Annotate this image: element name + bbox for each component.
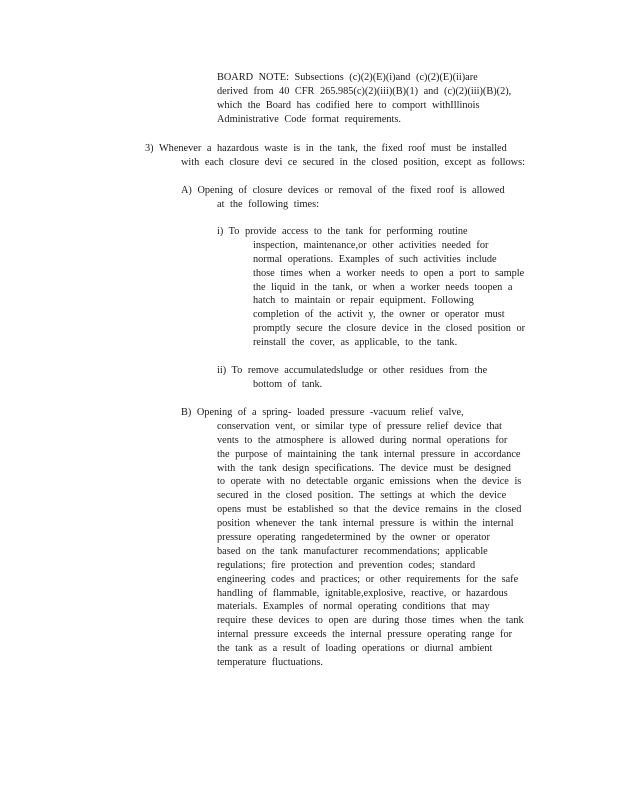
item-b-line: based on the tank manufacturer recommendations; applicable (217, 545, 488, 557)
item-b-line: B) Opening of a spring- loaded pressure -vacuum relief valve, (181, 407, 464, 418)
item-b-line: pressure operating rangedetermined by the owner or operator (217, 532, 490, 544)
item-ii-line: bottom of tank. (253, 378, 323, 390)
item-i-line: normal operations. Examples of such activities include (253, 253, 497, 265)
item-i-line: hatch to maintain or repair equipment. Following (253, 295, 474, 307)
board-note-line: BOARD NOTE: Subsections (c)(2)(E)(i)and (c)(2)(E)(ii)are (217, 72, 478, 83)
board-note-line: derived from 40 CFR 265.985(c)(2)(iii)(B)(1) and (c)(2)(iii)(B)(2), (217, 85, 512, 97)
item-b-line: internal pressure exceeds the internal pressure operating range for (217, 629, 513, 641)
item-i-line: those times when a worker needs to open a port to sample (253, 267, 525, 279)
item-i-line: inspection, maintenance,or other activities needed for (253, 239, 489, 251)
item-b-paragraph (181, 406, 524, 670)
item-b-line: position whenever the tank internal pressure is within the internal (217, 518, 514, 530)
item-b-line: require these devices to open are during those times when the tank (217, 615, 524, 627)
item-i-line: reinstall the cover, as applicable, to the tank. (253, 337, 458, 349)
item-3-line: 3) Whenever a hazardous waste is in the tank, the fixed roof must be installed (145, 143, 507, 154)
item-b-line: secured in the closed position. The settings at which the device (217, 490, 507, 502)
item-a-line: A) Opening of closure devices or removal of the fixed roof is allowed (181, 185, 505, 196)
item-b-line: materials. Examples of normal operating conditions that may (217, 601, 490, 613)
item-i-line: the liquid in the tank, or when a worker needs toopen a (253, 281, 513, 293)
item-b-line: vents to the atmosphere is allowed during normal operations for (217, 434, 508, 446)
item-b-line: to operate with no detectable organic emissions when the device is (217, 476, 522, 488)
item-3-line: with each closure devi ce secured in the closed position, except as follows: (181, 156, 525, 168)
item-i-line: completion of the activit y, the owner or operator must (253, 309, 505, 321)
item-i-line: i) To provide access to the tank for performing routine (217, 226, 468, 237)
item-i-line: promptly secure the closure device in the closed position or (253, 323, 526, 335)
item-b-line: the tank as a result of loading operations or diurnal ambient (217, 643, 493, 655)
item-ii-paragraph (217, 364, 487, 392)
board-note-line: which the Board has codified here to comport withIllinois (217, 99, 480, 111)
item-b-line: temperature fluctuations. (217, 657, 323, 669)
item-a-line: at the following times: (217, 198, 319, 210)
board-note (217, 71, 511, 127)
item-b-line: the purpose of maintaining the tank internal pressure in accordance (217, 448, 521, 460)
item-b-line: with the tank design specifications. The device must be designed (217, 462, 511, 474)
item-b-line: handling of flammable, ignitable,explosive, reactive, or hazardous (217, 587, 508, 599)
board-note-line: Administrative Code format requirements. (217, 113, 402, 125)
item-b-line: opens must be established so that the device remains in the closed (217, 504, 522, 516)
item-b-line: conservation vent, or similar type of pressure relief device that (217, 420, 502, 432)
item-i-paragraph (217, 225, 525, 350)
item-ii-line: ii) To remove accumulatedsludge or other residues from the (217, 365, 488, 376)
item-b-line: regulations; fire protection and prevention codes; standard (217, 559, 476, 571)
item-b-line: engineering codes and practices; or other requirements for the safe (217, 573, 519, 585)
item-a-paragraph (181, 184, 505, 212)
item-3-paragraph (145, 142, 525, 170)
